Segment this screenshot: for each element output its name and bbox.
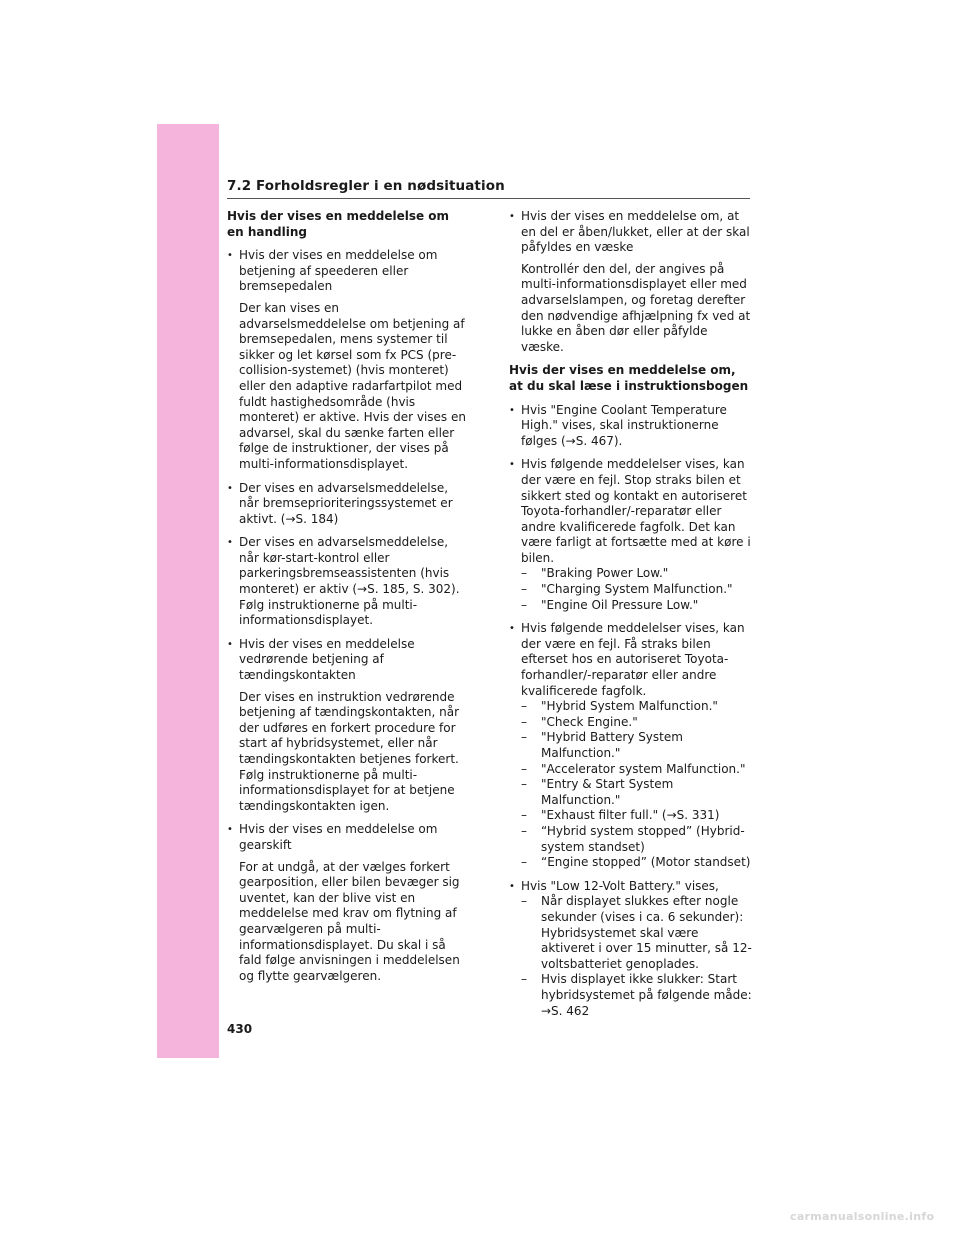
chapter-tab-sidebar: [157, 124, 219, 1058]
page-number: 430: [227, 1022, 253, 1036]
dash-item: – “Engine stopped” (Motor standset): [519, 855, 753, 871]
list-item: • Der vises en advarselsmeddelelse, når bremseprioriteringssystemet er aktivt. (→S. 184): [227, 481, 467, 528]
right-column: [509, 209, 753, 1027]
list-item: • Hvis der vises en meddelelse om betjening af speederen eller bremsepedalen Der kan vises en advarselsmeddelelse om betjening af bremsepedalen, mens systemer til sikker og let kørsel som fx PCS (pre-collision-systemet) (hvis monteret) eller den adaptive radarfartpilot med fuldt hastighedsområde (hvis monteret) er aktive. Hvis der vises en advarsel, skal du sænke farten eller følge de instruktioner, der vises på multi-informationsdisplayet.: [227, 248, 467, 472]
list-item: • Der vises en advarselsmeddelelse, når kør-start-kontrol eller parkeringsbremseassistenten (hvis monteret) er aktiv (→S. 185, S. 302). Følg instruktionerne på multi-informationsdisplayet.: [227, 535, 467, 629]
dash-item: – "Exhaust filter full." (→S. 331): [519, 808, 753, 824]
dash-item: – "Charging System Malfunction.": [519, 582, 753, 598]
dash-item: – “Hybrid system stopped” (Hybrid-system standset): [519, 824, 753, 855]
list-item: • Hvis der vises en meddelelse om gearskift For at undgå, at der vælges forkert gearposition, eller bilen bevæger sig uventet, kan der blive vist en meddelelse med krav om flytning af gearvælgeren på multi-informationsdisplayet. Du skal i så fald følge anvisningen i meddelelsen og flytte gearvælgeren.: [227, 822, 467, 984]
dash-item: – "Entry & Start System Malfunction.": [519, 777, 753, 808]
dash-item: – "Check Engine.": [519, 715, 753, 731]
right-heading: Hvis der vises en meddelelse om, at du skal læse i instruktionsbogen: [509, 363, 749, 393]
dash-item: – "Braking Power Low.": [519, 566, 753, 582]
dash-item: – Når displayet slukkes efter nogle sekunder (vises i ca. 6 sekunder): Hybridsystemet skal være aktiveret i over 15 minutter, så 12-voltsbatteriet genoplades.: [519, 894, 753, 972]
list-item: • Hvis der vises en meddelelse om, at en del er åben/lukket, eller at der skal påfyldes en væske Kontrollér den del, der angives på multi-informationsdisplayet eller med advarselslampen, og foretag derefter den nødvendige afhjælpning fx ved at lukke en åben dør eller påfylde væske.: [509, 209, 753, 355]
dash-item: – Hvis displayet ikke slukker: Start hybridsystemet på følgende måde: →S. 462: [519, 972, 753, 1019]
left-column: [227, 209, 467, 992]
list-item: • Hvis "Low 12-Volt Battery." vises, – Når displayet slukkes efter nogle sekunder (vises i ca. 6 sekunder): Hybridsystemet skal være aktiveret i over 15 minutter, så 12-voltsbatteriet genoplades. – Hvis displayet ikke slukker: Start hybridsystemet på følgende måde: →S. 462: [509, 879, 753, 1019]
list-item: • Hvis følgende meddelelser vises, kan der være en fejl. Få straks bilen efterset hos en autoriseret Toyota-forhandler/-reparatør eller andre kvalificerede fagfolk. – "Hybrid System Malfunction." – "Check Engine." – "Hybrid Battery System Malfunction." – "Accelerator system Malfunction." – "Entry & Start System Malfunction." – "Exhaust filter full." (→S. 331) – “Hybrid system stopped” (Hybrid-system standset) – “Engine stopped” (Motor standset): [509, 621, 753, 871]
watermark-logo: carmanualsonline.info: [790, 1210, 935, 1223]
dash-item: – "Hybrid System Malfunction.": [519, 699, 753, 715]
list-item: • Hvis der vises en meddelelse vedrørende betjening af tændingskontakten Der vises en instruktion vedrørende betjening af tændingskontakten, når der udføres en forkert procedure for start af hybridsystemet, eller når tændingskontakten betjenes forkert. Følg instruktionerne på multi-informationsdisplayet for at betjene tændingskontakten igen.: [227, 637, 467, 815]
dash-item: – "Hybrid Battery System Malfunction.": [519, 730, 753, 761]
left-heading: Hvis der vises en meddelelse om en handling: [227, 209, 450, 239]
list-item: • Hvis "Engine Coolant Temperature High." vises, skal instruktionerne følges (→S. 467).: [509, 403, 753, 450]
section-title: 7.2 Forholdsregler i en nødsituation: [227, 178, 750, 199]
dash-item: – "Engine Oil Pressure Low.": [519, 598, 753, 614]
dash-item: – "Accelerator system Malfunction.": [519, 762, 753, 778]
list-item: • Hvis følgende meddelelser vises, kan der være en fejl. Stop straks bilen et sikkert sted og kontakt en autoriseret Toyota-forhandler/-reparatør eller andre kvalificerede fagfolk. Det kan være farligt at fortsætte med at køre i bilen. – "Braking Power Low." – "Charging System Malfunction." – "Engine Oil Pressure Low.": [509, 457, 753, 613]
